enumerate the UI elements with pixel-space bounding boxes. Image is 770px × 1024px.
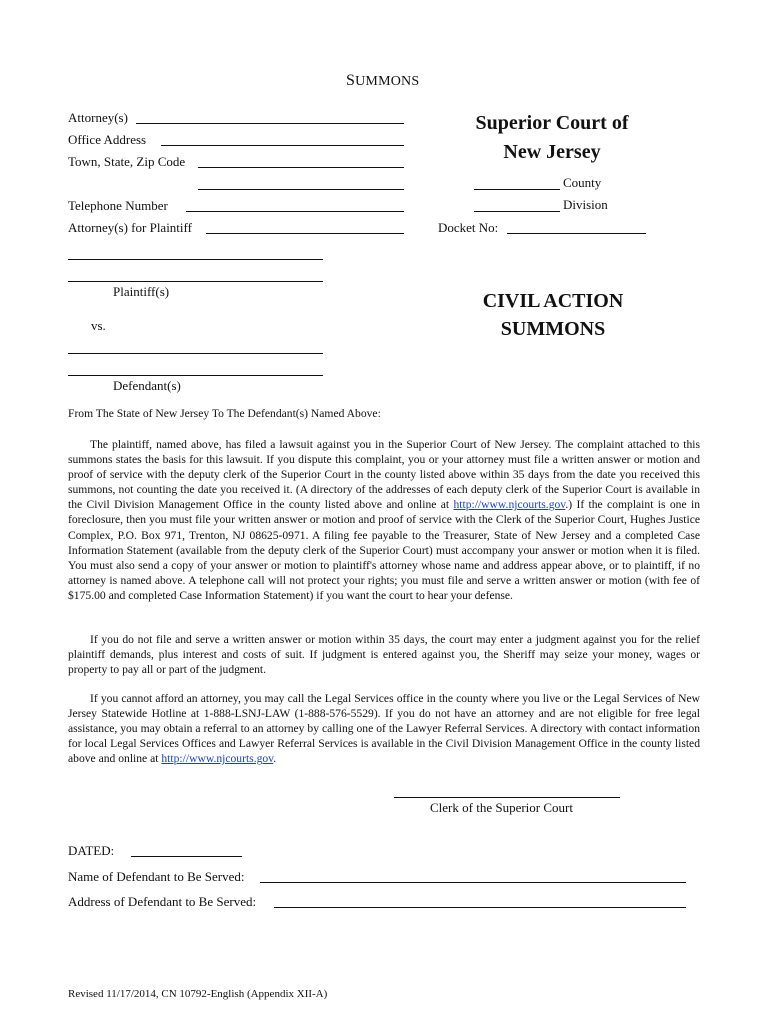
- paragraph-2: If you do not file and serve a written answer or motion within 35 days, the court may enter a judgment against you for the relief plaintiff demands, plus interest and costs of suit. If judgment is entered against you, the Sheriff may seize your money, wages or property to pay all or part of the judgment.: [68, 633, 700, 677]
- dated-label: DATED:: [68, 843, 115, 858]
- office-address-field[interactable]: [161, 145, 404, 146]
- clerk-label: Clerk of the Superior Court: [430, 800, 573, 815]
- defendant-name-field[interactable]: [260, 882, 686, 883]
- attorney-for-plaintiff-field[interactable]: [206, 233, 404, 234]
- court-name: Superior Court of New Jersey: [475, 112, 629, 163]
- dated-field[interactable]: [131, 856, 242, 857]
- attorney-label: Attorney(s): [68, 110, 128, 125]
- njcourts-link-1[interactable]: http://www.njcourts.gov: [453, 498, 566, 512]
- address-extra-field[interactable]: [198, 189, 404, 190]
- town-state-zip-field[interactable]: [198, 167, 404, 168]
- docket-label: Docket No:: [438, 220, 499, 235]
- division-field[interactable]: [474, 211, 560, 212]
- clerk-signature-line[interactable]: [394, 797, 620, 798]
- office-address-label: Office Address: [68, 132, 147, 147]
- plaintiff-line-2[interactable]: [68, 281, 323, 282]
- vs-label: vs.: [91, 318, 106, 333]
- plaintiff-label: Plaintiff(s): [113, 284, 170, 299]
- county-label: County: [563, 175, 602, 190]
- docket-field[interactable]: [507, 233, 646, 234]
- defendant-address-field[interactable]: [274, 907, 686, 908]
- defendant-label: Defendant(s): [113, 378, 181, 393]
- defendant-line-1[interactable]: [68, 353, 323, 354]
- division-label: Division: [563, 197, 608, 212]
- from-line: From The State of New Jersey To The Defendant(s) Named Above:: [68, 407, 381, 420]
- paragraph-3: If you cannot afford an attorney, you may call the Legal Services office in the county where you live or the Legal Services of New Jersey Statewide Hotline at 1-888-LSNJ-LAW (1-888-576-5529). If you do not have an attorney and are not eligible for free legal assistance, you may obtain a referral to an attorney by calling one of the Lawyer Referral Services. A directory with contact information for local Legal Services Offices and Lawyer Referral Services is available in the Civil Division Management Office in the county listed above and online at http://www.njcourts.gov.: [68, 692, 700, 766]
- njcourts-link-2[interactable]: http://www.njcourts.gov: [161, 752, 274, 766]
- attorney-for-plaintiff-label: Attorney(s) for Plaintiff: [68, 220, 192, 235]
- county-field[interactable]: [474, 189, 560, 190]
- plaintiff-line-1[interactable]: [68, 259, 323, 260]
- defendant-address-label: Address of Defendant to Be Served:: [68, 894, 257, 909]
- telephone-field[interactable]: [186, 211, 404, 212]
- defendant-name-label: Name of Defendant to Be Served:: [68, 869, 245, 884]
- attorney-field[interactable]: [136, 123, 404, 124]
- town-state-zip-label: Town, State, Zip Code: [68, 154, 186, 169]
- document-title: SUMMONS: [346, 72, 420, 89]
- revision-footer: Revised 11/17/2014, CN 10792-English (Appendix XII-A): [68, 988, 328, 1000]
- defendant-line-2[interactable]: [68, 375, 323, 376]
- paragraph-1: The plaintiff, named above, has filed a lawsuit against you in the Superior Court of New Jersey. The complaint attached to this summons states the basis for this lawsuit. If you dispute this complaint, you or your attorney must file a written answer or motion and proof of service with the deputy clerk of the Superior Court in the county listed above within 35 days from the date you received this summons, not counting the date you received it. (A directory of the addresses of each deputy clerk of the Superior Court is available in the Civil Division Management Office in the county listed above and online at http://www.njcourts.gov.) If the complaint is one in foreclosure, then you must file your written answer or motion and proof of service with the Clerk of the Superior Court, Hughes Justice Complex, P.O. Box 971, Trenton, NJ 08625-0971. A filing fee payable to the Treasurer, State of New Jersey and a completed Case Information Statement (available from the deputy clerk of the Superior Court) must accompany your answer or motion when it is filed. You must also send a copy of your answer or motion to plaintiff's attorney whose name and address appear above, or to plaintiff, if no attorney is named above. A telephone call will not protect your rights; you must file and serve a written answer or motion (with fee of $175.00 and completed Case Information Statement) if you want the court to hear your defense.: [68, 438, 700, 602]
- telephone-label: Telephone Number: [68, 198, 168, 213]
- civil-action-summons-title: CIVIL ACTION SUMMONS: [482, 290, 624, 340]
